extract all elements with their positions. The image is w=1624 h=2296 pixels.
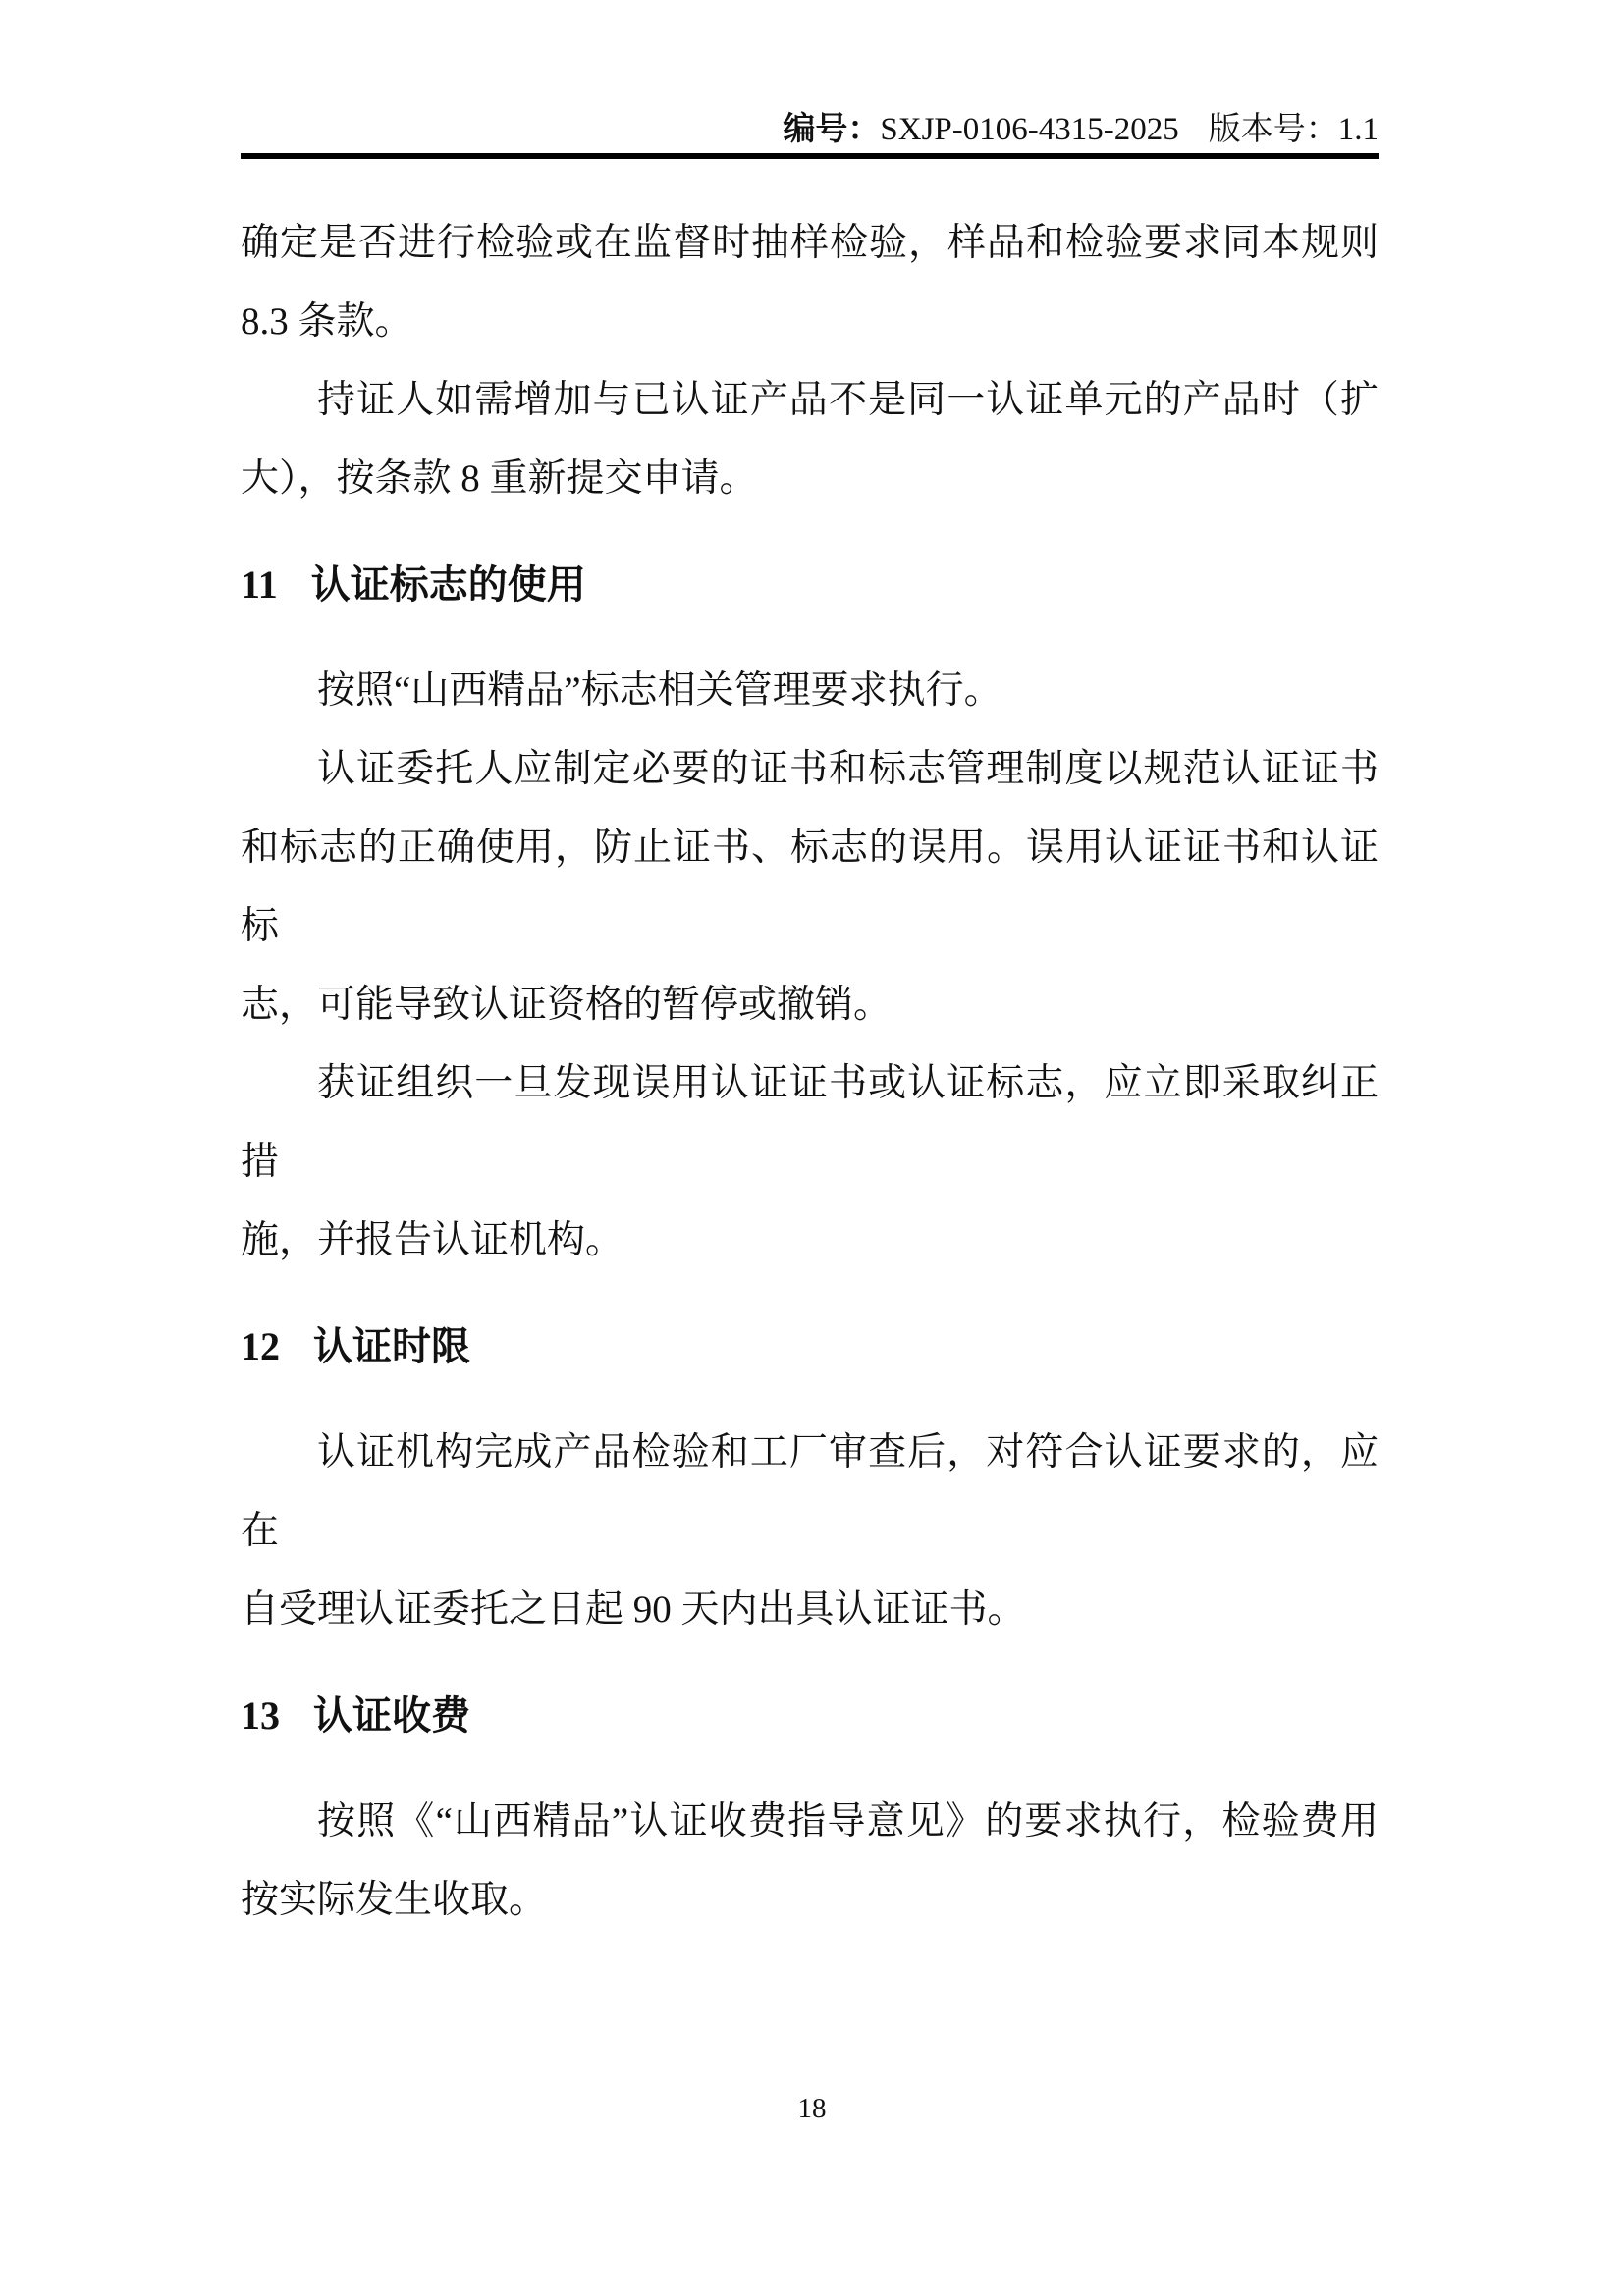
heading-title: 认证收费 bbox=[313, 1693, 470, 1737]
paragraph-line: 获证组织一旦发现误用认证证书或认证标志，应立即采取纠正措 bbox=[241, 1062, 1379, 1183]
paragraph-line: 和标志的正确使用，防止证书、标志的误用。误用认证证书和认证标 bbox=[241, 827, 1379, 947]
paragraph-line: 确定是否进行检验或在监督时抽样检验，样品和检验要求同本规则 bbox=[241, 222, 1379, 264]
paragraph-line: 志，可能导致认证资格的暂停或撤销。 bbox=[241, 984, 893, 1026]
heading-number: 13 bbox=[241, 1693, 280, 1737]
paragraph-line: 按实际发生收取。 bbox=[241, 1879, 548, 1921]
page-footer bbox=[0, 2087, 1624, 2130]
section-heading-11 bbox=[241, 546, 1379, 624]
heading-number: 11 bbox=[241, 562, 278, 607]
section-heading-13 bbox=[241, 1677, 1379, 1755]
paragraph-line: 持证人如需增加与已认证产品不是同一认证单元的产品时（扩 bbox=[317, 379, 1379, 421]
page-header bbox=[241, 108, 1379, 151]
paragraph-line: 认证委托人应制定必要的证书和标志管理制度以规范认证证书 bbox=[317, 748, 1379, 790]
paragraph-line: 自受理认证委托之日起 90 天内出具认证证书。 bbox=[241, 1588, 1026, 1630]
page-number: 18 bbox=[797, 2093, 827, 2124]
doc-number-label: 编号： bbox=[783, 112, 881, 147]
header-rule bbox=[241, 153, 1379, 159]
paragraph-line: 施，并报告认证机构。 bbox=[241, 1219, 624, 1261]
paragraph-line: 按照《“山西精品”认证收费指导意见》的要求执行，检验费用 bbox=[317, 1800, 1379, 1842]
version-value: 1.1 bbox=[1337, 112, 1379, 147]
paragraph-line: 按照“山西精品”标志相关管理要求执行。 bbox=[317, 669, 1002, 712]
paragraph-line: 8.3 条款。 bbox=[241, 300, 413, 343]
document-body bbox=[241, 204, 1379, 1940]
paragraph-line: 大），按条款 8 重新提交申请。 bbox=[241, 457, 758, 500]
doc-number-value: SXJP-0106-4315-2025 bbox=[880, 112, 1179, 147]
heading-title: 认证标志的使用 bbox=[310, 562, 586, 607]
heading-title: 认证时限 bbox=[313, 1324, 470, 1368]
version-label: 版本号： bbox=[1208, 112, 1338, 147]
paragraph-line: 认证机构完成产品检验和工厂审查后，对符合认证要求的，应在 bbox=[241, 1431, 1379, 1552]
section-heading-12 bbox=[241, 1308, 1379, 1386]
heading-number: 12 bbox=[241, 1324, 280, 1368]
